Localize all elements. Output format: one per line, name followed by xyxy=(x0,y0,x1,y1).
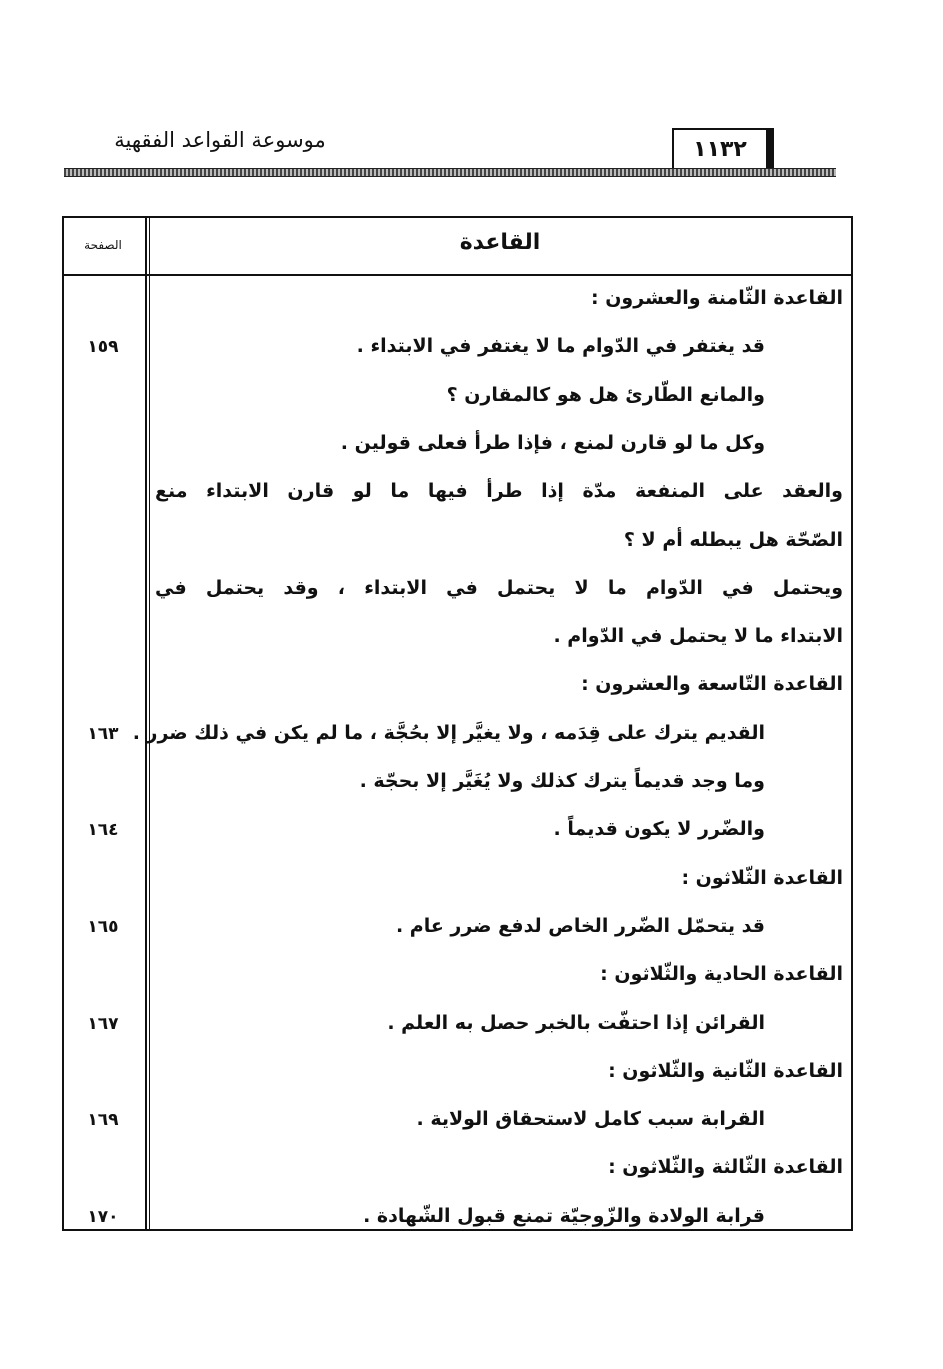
page-reference: ١٦٤ xyxy=(87,820,119,840)
rule-text: وكل ما لو قارن لمنع ، فإذا طرأ فعلى قولين . xyxy=(340,432,765,454)
page-number-box: ١١٣٢ xyxy=(672,128,768,172)
page-reference: ١٦٩ xyxy=(87,1110,119,1130)
rule-text: والمانع الطّارئ هل هو كالمقارن ؟ xyxy=(446,384,765,406)
rule-text: الابتداء ما لا يحتمل في الدّوام . xyxy=(553,625,843,647)
page-reference: ١٦٣ xyxy=(87,724,119,744)
column-header-page: الصفحة xyxy=(84,238,122,252)
rule-text: القرائن إذا احتفّت بالخبر حصل به العلم . xyxy=(387,1012,765,1034)
rule-text: الصّحّة هل يبطله أم لا ؟ xyxy=(623,529,843,551)
column-header-rule: القاعدة xyxy=(459,230,541,255)
rule-heading: القاعدة الحادية والثّلاثون : xyxy=(600,963,843,985)
rule-text: القديم يترك على قِدَمه ، ولا يغيَّر إلا بحُجَّة ، ما لم يكن في ذلك ضرر . xyxy=(132,722,765,744)
rule-text: القرابة سبب كامل لاستحقاق الولاية . xyxy=(416,1108,765,1130)
page-reference: ١٦٧ xyxy=(87,1014,119,1034)
page-reference: ١٧٠ xyxy=(87,1207,119,1227)
header-divider xyxy=(64,274,851,276)
rule-heading: القاعدة الثّامنة والعشرون : xyxy=(590,287,843,309)
rule-text: والضّرر لا يكون قديماً . xyxy=(553,818,765,840)
rule-heading: القاعدة الثّانية والثّلاثون : xyxy=(608,1060,843,1082)
rule-heading: القاعدة الثّالثة والثّلاثون : xyxy=(608,1156,843,1178)
rule-text: قرابة الولادة والزّوجيّة تمنع قبول الشّهادة . xyxy=(363,1205,765,1227)
rule-text: قد يغتفر في الدّوام ما لا يغتفر في الابتداء . xyxy=(356,335,765,357)
rule-text: قد يتحمّل الضّرر الخاص لدفع ضرر عام . xyxy=(395,915,765,937)
page-reference: ١٥٩ xyxy=(87,337,119,357)
book-title: موسوعة القواعد الفقهية xyxy=(114,128,326,152)
rule-heading: القاعدة الثّلاثون : xyxy=(681,867,843,889)
rule-text: وما وجد قديماً يترك كذلك ولا يُغَيَّر إلا بحجّة . xyxy=(359,770,765,792)
rule-heading: القاعدة التّاسعة والعشرون : xyxy=(581,673,843,695)
header-rule xyxy=(64,168,836,177)
rule-text: ويحتمل في الدّوام ما لا يحتمل في الابتداء ، وقد يحتمل في xyxy=(155,577,843,599)
page-reference: ١٦٥ xyxy=(87,917,119,937)
rule-text: والعقد على المنفعة مدّة إذا طرأ فيها ما لو قارن الابتداء منع xyxy=(155,480,843,502)
